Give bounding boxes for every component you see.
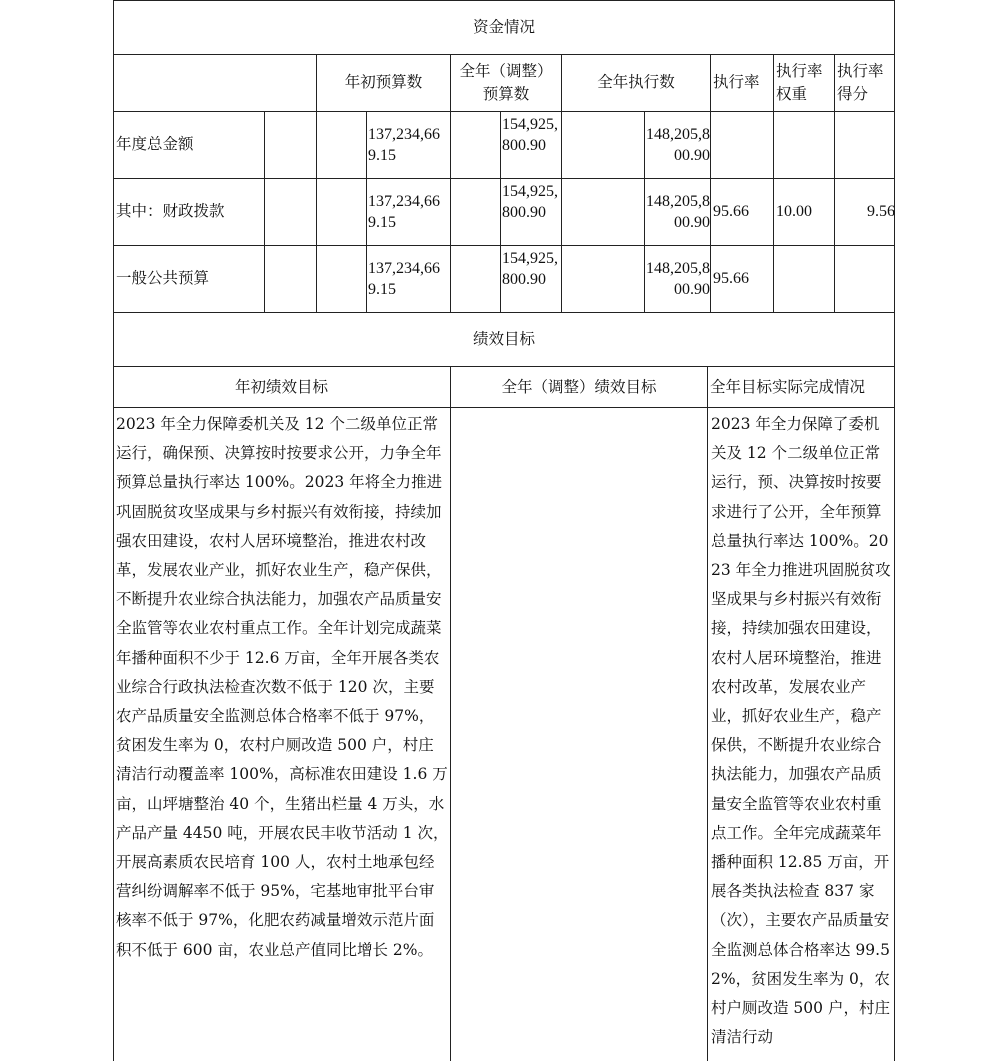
cell-rate-weight: 10.00 <box>776 203 812 220</box>
row-label-fiscal: 其中：财政拨款 <box>116 202 225 220</box>
col-divider <box>644 111 645 312</box>
table-border-left <box>113 0 114 1061</box>
cell-adjusted-budget: 154,925,800.90 <box>502 250 558 288</box>
header-initial-goals: 年初绩效目标 <box>234 378 328 396</box>
performance-section-title: 绩效目标 <box>472 330 535 348</box>
header-adjusted-budget: 全年（调整）预算数 <box>459 62 553 103</box>
col-divider <box>500 111 501 312</box>
cell-initial-budget: 137,234,669.15 <box>368 260 440 298</box>
row-divider <box>113 312 895 313</box>
col-divider <box>773 54 774 312</box>
cell-initial-budget: 137,234,669.15 <box>368 193 440 231</box>
table-border-top <box>113 0 895 1</box>
cell-adjusted-budget: 154,925,800.90 <box>502 116 558 154</box>
col-divider <box>450 366 451 1061</box>
row-label-total: 年度总金额 <box>116 135 194 153</box>
header-execution-rate: 执行率 <box>713 73 760 91</box>
cell-actual-execution: 148,205,800.90 <box>646 260 710 298</box>
row-divider <box>113 178 895 179</box>
col-divider <box>316 54 317 312</box>
row-label-general-public: 一般公共预算 <box>116 269 210 287</box>
cell-adjusted-budget: 154,925,800.90 <box>502 183 558 221</box>
col-divider <box>264 111 265 312</box>
cell-execution-rate: 95.66 <box>713 203 749 220</box>
header-initial-budget: 年初预算数 <box>344 73 423 91</box>
row-divider <box>113 111 895 112</box>
col-divider <box>710 54 711 312</box>
actual-completion-text: 2023 年全力保障了委机关及 12 个二级单位正常运行，预、决算按时按要求进行了公开，全年预算总量执行率达 100%。2023 年全力推进巩固脱贫攻坚成果与乡村振兴有效衔接，持续加强农田建设，农村人居环境整治，推进农村改革，发展农业产业，抓好农业生产，稳产保供，不断提升农业综合执法能力，加强农产品质量安全监管等农业农村重点工作。全年完成蔬菜年播种面积 12.85 万亩，开展各类执法检查 837 家（次），主要农产品质量安全监测总体合格率达 99.52%，贫困发生率为 0，农村户厕改造 500 户，村庄清洁行动 <box>711 415 891 1047</box>
col-divider <box>707 366 708 1061</box>
cell-execution-rate: 95.66 <box>713 270 749 287</box>
cell-actual-execution: 148,205,800.90 <box>646 193 710 231</box>
header-actual-completion: 全年目标实际完成情况 <box>710 378 866 396</box>
header-adjusted-goals: 全年（调整）绩效目标 <box>501 378 657 396</box>
row-divider <box>113 245 895 246</box>
col-divider <box>834 54 835 312</box>
funding-section-title: 资金情况 <box>472 18 535 36</box>
initial-goals-text: 2023 年全力保障委机关及 12 个二级单位正常运行，确保预、决算按时按要求公开，力争全年预算总量执行率达 100%。2023 年将全力推进巩固脱贫攻坚成果与乡村振兴有效衔接，持续加强农田建设，农村人居环境整治，推进农村改革，发展农业产业，抓好农业生产，稳产保供，不断提升农业综合执法能力，加强农产品质量安全监管等农业农村重点工作。全年计划完成蔬菜年播种面积不少于 12.6 万亩，全年开展各类农业综合行政执法检查次数不低于 120 次，主要农产品质量安全监测总体合格率不低于 97%，贫困发生率为 0，农村户厕改造 500 户，村庄清洁行动覆盖率 100%，高标准农田建设 1.6 万亩，山坪塘整治 40 个，生猪出栏量 4 万头，水产品产量 4450 吨，开展农民丰收节活动 1 次，开展高素质农民培育 100 人，农村土地承包经营纠纷调解率不低于 95%，宅基地审批平台审核率不低于 97%，化肥农药减量增效示范片面积不低于 600 亩，农业总产值同比增长 2%。 <box>116 415 449 959</box>
row-divider <box>113 54 895 55</box>
header-actual-execution: 全年执行数 <box>597 73 675 91</box>
col-divider <box>450 54 451 312</box>
header-rate-weight: 执行率权重 <box>776 62 823 103</box>
col-divider <box>366 111 367 312</box>
cell-initial-budget: 137,234,669.15 <box>368 126 440 164</box>
col-divider <box>561 54 562 312</box>
table-border-right <box>894 0 895 1061</box>
cell-rate-score: 9.56 <box>867 203 895 220</box>
row-divider <box>113 366 895 367</box>
row-divider <box>113 407 895 408</box>
header-rate-score: 执行率得分 <box>837 62 884 103</box>
budget-report-table <box>113 0 895 1061</box>
cell-actual-execution: 148,205,800.90 <box>646 126 710 164</box>
